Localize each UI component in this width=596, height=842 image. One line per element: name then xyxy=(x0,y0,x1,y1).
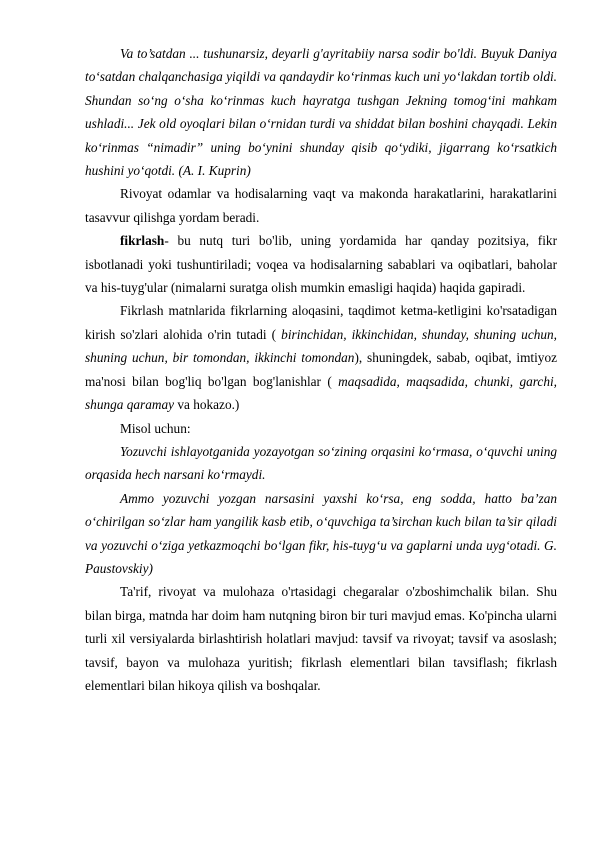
intro-examples-b: maqsadida, maqsadida, chunki, garchi, shunga qaramay xyxy=(85,373,557,413)
document-page xyxy=(85,42,557,697)
reasoning-term: fikrlash xyxy=(120,233,165,249)
introductory-words-paragraph xyxy=(85,299,557,416)
reasoning-definition-text: - bu nutq turi bo'lib, uning yordamida har qanday pozitsiya, fikr isbotlanadi yoki tushuntiriladi; voqea va hodisalarning sabablari va oqibatlari, baholar va his-tuyg'ular (nimalarni suratga olish mumkin emasligi haqida) haqida gapiradi. xyxy=(85,233,557,296)
quote-kuprin-paragraph: Va to’satdan ... tushunarsiz, deyarli g'ayritabiiy narsa sodir bo'ldi. Buyuk Daniya to‘satdan chalqanchasiga yiqildi va qandaydir ko‘rinmas kuch uni yo‘lakdan tortib oldi. Shundan so‘ng o‘sha ko‘rinmas kuch hayratga tushgan Jekning tomog‘ini mahkam ushladi... Jek old oyoqlari bilan o‘rnidan turdi va shiddat bilan boshini chayqadi. Lekin ko‘rinmas “nimadir” uning bo‘ynini shunday qisib qo‘ydiki, jigarrang ko‘rsatkich hushini yo‘qotdi. (A. I. Kuprin) xyxy=(85,46,557,179)
conclusion-paragraph: Ta'rif, rivoyat va mulohaza o'rtasidagi chegaralar o'zboshimchalik bilan. Shu bilan birga, matnda har doim ham nutqning biron bir turi mavjud emas. Ko'pincha ularni turli xil versiyalarda birlashtirish holatlari mavjud: tavsif va rivoyat; tavsif va asoslash; tavsif, bayon va mulohaza yuritish; fikrlash elementlari bilan tavsiflash; fikrlash elementlari bilan hikoya qilish va boshqalar. xyxy=(85,584,557,693)
narration-paragraph: Rivoyat odamlar va hodisalarning vaqt va makonda harakatlarini, harakatlarini tasavvur qilishga yordam beradi. xyxy=(85,186,557,225)
example-label-paragraph: Misol uchun: xyxy=(120,420,191,436)
quote-paustovsky-paragraph: Ammo yozuvchi yozgan narsasini yaxshi ko‘rsa, eng sodda, hatto ba’zan o‘chirilgan so‘zlar ham yangilik kasb etib, o‘quvchiga ta’sirchan kuch bilan ta’sir qiladi va yozuvchi o‘ziga yetkazmoqchi bo‘lgan fikr, his-tuyg‘u va gaplarni unda uyg‘otadi. G. Paustovskiy) xyxy=(85,490,557,576)
intro-text-a: Fikrlash matnlarida fikrlarning aloqasini, taqdimot ketma-ketligini ko'rsatadigan kirish so'zlari alohida o'rin tutadi ( xyxy=(85,303,557,342)
intro-text-c: ), shuningdek, sabab, oqibat, imtiyoz ma'nosi bilan bog'liq bo'lgan bog'lanishlar ( xyxy=(85,350,557,389)
quote-writer-paragraph: Yozuvchi ishlayotganida yozayotgan so‘zining orqasini ko‘rmasa, o‘quvchi uning orqasida hech narsani ko‘rmaydi. xyxy=(85,443,557,483)
intro-examples-a: birinchidan, ikkinchidan, shunday, shuning uchun, shuning uchun, bir tomondan, ikkinchi tomondan xyxy=(85,326,557,366)
reasoning-definition-paragraph xyxy=(85,229,557,299)
intro-text-e: va hokazo.) xyxy=(174,397,240,413)
